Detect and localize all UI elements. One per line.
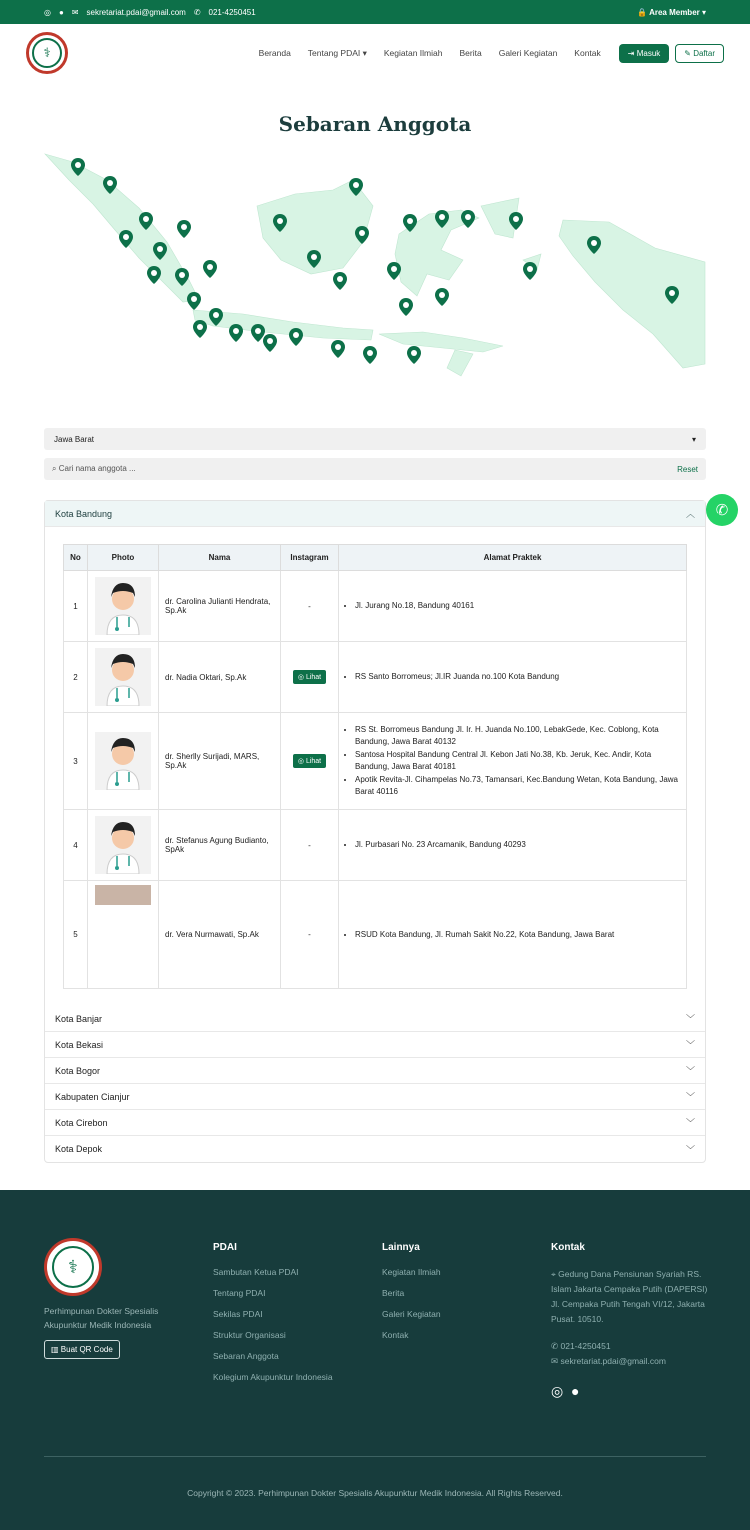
city-accordion (44, 500, 706, 1163)
accordion-header-kota-depok[interactable] (45, 1136, 705, 1162)
instagram-icon[interactable]: ◎ (551, 1383, 564, 1399)
row-name: dr. Sherlly Surijadi, MARS, Sp.Ak (159, 713, 281, 810)
row-address (339, 571, 687, 642)
search-bar (44, 458, 706, 480)
col-no: No (64, 545, 88, 571)
nav-beranda[interactable]: Beranda (258, 48, 291, 58)
reset-button[interactable]: Reset (677, 464, 698, 474)
nav-berita[interactable]: Berita (459, 48, 482, 58)
accordion-title: Kota Bekasi (55, 1039, 104, 1050)
top-bar (0, 0, 750, 24)
col-instagram: Instagram (281, 545, 339, 571)
address-item: • Santosa Hospital Bandung Central Jl. Kebon Jati No.38, Kb. Jeruk, Kec. Andir, Kota Bandung, Jawa Barat 40181 (355, 749, 680, 773)
page-title: Sebaran Anggota (278, 112, 472, 136)
nav-galeri[interactable]: Galeri Kegiatan (498, 48, 558, 58)
map-pin-icon[interactable] (187, 292, 201, 310)
map-pin-icon[interactable] (147, 266, 161, 284)
map-pin-icon[interactable] (523, 262, 537, 280)
row-instagram (281, 713, 339, 810)
login-label: Masuk (636, 48, 661, 58)
map-pin-icon[interactable] (461, 210, 475, 228)
phone-icon: ✆ (193, 7, 201, 17)
row-address (339, 642, 687, 713)
map-pin-icon[interactable] (153, 242, 167, 260)
indonesia-map (43, 150, 707, 400)
footer-logo (44, 1238, 102, 1296)
accordion-header-kota-bogor[interactable] (45, 1058, 705, 1084)
topbar-email[interactable]: sekretariat.pdai@gmail.com (86, 7, 186, 17)
footer-col-title: Kontak (551, 1242, 585, 1253)
map-pin-icon[interactable] (139, 212, 153, 230)
row-no: 2 (64, 642, 88, 713)
map-pin-icon[interactable] (331, 340, 345, 358)
search-input[interactable]: Cari nama anggota ... (58, 464, 136, 473)
accordion-header-kota-bekasi[interactable] (45, 1032, 705, 1058)
map-pin-icon[interactable] (665, 286, 679, 304)
accordion-title: Kota Cirebon (55, 1117, 108, 1128)
logo-emblem: ⚕ (52, 1246, 94, 1288)
footer-link[interactable]: Berita (382, 1288, 405, 1298)
map-marker-icon: ⌖ (551, 1269, 556, 1279)
doctor-avatar-icon (95, 732, 151, 790)
register-label: Daftar (693, 48, 715, 58)
footer-contact (551, 1339, 711, 1369)
chevron-down-icon: ﹀ (685, 1066, 695, 1076)
map-pin-icon[interactable] (119, 230, 133, 248)
footer-link[interactable]: Sekilas PDAI (213, 1309, 263, 1319)
navbar (0, 24, 750, 82)
province-select[interactable] (44, 428, 706, 450)
instagram-link-button[interactable]: ◎ Lihat (293, 754, 326, 768)
copyright: Copyright © 2023. Perhimpunan Dokter Spesialis Akupunktur Medik Indonesia. All Rights Reserved. (187, 1488, 563, 1498)
row-photo (88, 713, 159, 810)
table-row (64, 810, 687, 881)
chevron-up-icon: ︿ (685, 509, 695, 519)
doctor-avatar-icon (95, 577, 151, 635)
doctor-avatar-icon (95, 816, 151, 874)
area-member-label: Area Member (649, 7, 700, 17)
table-row (64, 881, 687, 989)
footer-link[interactable]: Sebaran Anggota (213, 1351, 279, 1361)
email-icon: ✉ (71, 7, 79, 17)
accordion-header-kota-bandung[interactable] (45, 501, 705, 527)
map-pin-icon[interactable] (435, 210, 449, 228)
footer-link[interactable]: Kegiatan Ilmiah (382, 1267, 441, 1277)
map-pin-icon[interactable] (509, 212, 523, 230)
qr-code-label: Buat QR Code (60, 1345, 113, 1354)
footer-link[interactable]: Kolegium Akupunktur Indonesia (213, 1372, 333, 1382)
map-pin-icon[interactable] (175, 268, 189, 286)
register-button[interactable]: ✎ Daftar (675, 44, 724, 63)
chevron-down-icon: ﹀ (685, 1014, 695, 1024)
footer-link[interactable]: Tentang PDAI (213, 1288, 266, 1298)
footer-address (551, 1267, 711, 1327)
row-no: 1 (64, 571, 88, 642)
map-pin-icon[interactable] (289, 328, 303, 346)
col-name: Nama (159, 545, 281, 571)
accordion-body (45, 527, 705, 1006)
chevron-down-icon: ﹀ (685, 1040, 695, 1050)
map-pin-icon[interactable] (349, 178, 363, 196)
map-pin-icon[interactable] (363, 346, 377, 364)
footer-org-name: Perhimpunan Dokter Spesialis Akupunktur Medik Indonesia (44, 1306, 159, 1330)
logo-emblem: ⚕ (32, 38, 62, 68)
address-item: • RSUD Kota Bandung, Jl. Rumah Sakit No.22, Kota Bandung, Jawa Barat (355, 929, 680, 941)
row-name: dr. Stefanus Agung Budianto, SpAk (159, 810, 281, 881)
nav-tentang[interactable]: Tentang PDAI ▾ (307, 47, 367, 58)
accordion-header-kota-cirebon[interactable] (45, 1110, 705, 1136)
address-item: • Apotik Revita-Jl. Cihampelas No.73, Tamansari, Kec.Bandung Wetan, Kota Bandung, Jawa Barat 40116 (355, 774, 680, 798)
map-pin-icon[interactable] (407, 346, 421, 364)
map-pin-icon[interactable] (263, 334, 277, 352)
footer-col-title: PDAI (213, 1242, 237, 1253)
accordion-header-kabupaten-cianjur[interactable] (45, 1084, 705, 1110)
map-pin-icon[interactable] (203, 260, 217, 278)
map-pin-icon[interactable] (307, 250, 321, 268)
nav-tentang-label: Tentang PDAI (307, 47, 361, 58)
map-pin-icon[interactable] (71, 158, 85, 176)
map-pin-icon[interactable] (193, 320, 207, 338)
accordion-header-kota-banjar[interactable] (45, 1006, 705, 1032)
footer-link[interactable]: Sambutan Ketua PDAI (213, 1267, 299, 1277)
map-pin-icon[interactable] (229, 324, 243, 342)
accordion-title: Kabupaten Cianjur (55, 1091, 130, 1102)
accordion-title: Kota Bandung (55, 508, 113, 519)
map-pin-icon[interactable] (587, 236, 601, 254)
row-instagram: - (281, 810, 339, 881)
area-member-dropdown[interactable]: 🔒 Area Member ▾ (637, 7, 706, 17)
row-address (339, 713, 687, 810)
map-pin-icon[interactable] (355, 226, 369, 244)
footer-col-kontak (551, 1242, 711, 1400)
map-pin-icon[interactable] (387, 262, 401, 280)
accordion-title: Kota Bogor (55, 1065, 101, 1076)
instagram-link-button[interactable]: ◎ Lihat (293, 670, 326, 684)
map-pin-icon[interactable] (273, 214, 287, 232)
row-no: 4 (64, 810, 88, 881)
address-item: • RS Santo Borromeus; Jl.IR Juanda no.100 Kota Bandung (355, 671, 680, 683)
province-select-value: Jawa Barat (54, 434, 95, 444)
table-row (64, 571, 687, 642)
row-name: dr. Nadia Oktari, Sp.Ak (159, 642, 281, 713)
table-header-row (64, 545, 687, 571)
footer-col-title: Lainnya (382, 1242, 420, 1253)
row-name: dr. Vera Nurmawati, Sp.Ak (159, 881, 281, 989)
row-instagram: - (281, 571, 339, 642)
chevron-down-icon: ﹀ (685, 1144, 695, 1155)
col-address: Alamat Praktek (339, 545, 687, 571)
nav-kegiatan[interactable]: Kegiatan Ilmiah (383, 48, 443, 58)
footer (0, 1190, 750, 1530)
row-name: dr. Carolina Julianti Hendrata, Sp.Ak (159, 571, 281, 642)
footer-social (551, 1383, 711, 1400)
address-item: • RS St. Borromeus Bandung Jl. Ir. H. Juanda No.100, LebakGede, Kec. Coblong, Kota Bandung, Jawa Barat 40132 (355, 724, 680, 748)
map-pin-icon[interactable] (435, 288, 449, 306)
login-button[interactable]: ⇥ Masuk (619, 44, 670, 63)
row-address (339, 810, 687, 881)
row-address (339, 881, 687, 989)
row-photo (88, 642, 159, 713)
site-logo[interactable] (26, 32, 68, 74)
footer-col-pdai (213, 1242, 333, 1393)
row-instagram (281, 642, 339, 713)
caret-down-icon: ▾ (691, 434, 696, 444)
qr-code-button[interactable]: ▥ Buat QR Code (44, 1340, 120, 1359)
map-pin-icon[interactable] (103, 176, 117, 194)
map-pin-icon[interactable] (399, 298, 413, 316)
footer-street: Jl. Cempaka Putih Tengah VI/12, Jakarta Pusat. 10510. (551, 1299, 705, 1324)
footer-link[interactable]: Galeri Kegiatan (382, 1309, 441, 1319)
map-pin-icon[interactable] (209, 308, 223, 326)
chevron-down-icon: ﹀ (685, 1092, 695, 1102)
map-pin-icon[interactable] (177, 220, 191, 238)
map-pin-icon[interactable] (333, 272, 347, 290)
phone-icon: ✆ (551, 1341, 559, 1351)
footer-address-line: Gedung Dana Pensiunan Syariah RS. Islam Jakarta Cempaka Putih (DAPERSI) (551, 1269, 708, 1294)
footer-phone[interactable]: 021-4250451 (560, 1341, 611, 1351)
row-no: 5 (64, 881, 88, 989)
topbar-phone[interactable]: 021-4250451 (208, 7, 256, 17)
main-nav (242, 44, 724, 63)
col-photo: Photo (88, 545, 159, 571)
footer-col-lainnya (382, 1242, 441, 1351)
instagram-link-label: Lihat (305, 674, 322, 681)
address-item: • Jl. Purbasari No. 23 Arcamanik, Bandung 40293 (355, 839, 680, 851)
table-row (64, 642, 687, 713)
search-icon: ⌕ (52, 464, 57, 473)
accordion-title: Kota Banjar (55, 1013, 103, 1024)
row-photo (88, 881, 159, 989)
map-pin-icon[interactable] (403, 214, 417, 232)
row-no: 3 (64, 713, 88, 810)
nav-kontak[interactable]: Kontak (574, 48, 601, 58)
chevron-down-icon: ﹀ (685, 1118, 695, 1128)
facebook-icon[interactable]: ● (571, 1383, 580, 1399)
row-photo (88, 810, 159, 881)
footer-divider (44, 1456, 706, 1457)
lock-icon: 🔒 (637, 7, 648, 17)
footer-link[interactable]: Struktur Organisasi (213, 1330, 286, 1340)
footer-brand (44, 1238, 184, 1359)
email-icon: ✉ (551, 1356, 559, 1366)
row-photo (88, 571, 159, 642)
members-table (63, 544, 687, 989)
row-instagram: - (281, 881, 339, 989)
accordion-title: Kota Depok (55, 1144, 103, 1154)
instagram-link-label: Lihat (305, 758, 322, 765)
address-item: • Jl. Jurang No.18, Bandung 40161 (355, 600, 680, 612)
doctor-photo (95, 885, 151, 905)
table-row (64, 713, 687, 810)
footer-email[interactable]: sekretariat.pdai@gmail.com (560, 1356, 666, 1366)
footer-link[interactable]: Kontak (382, 1330, 409, 1340)
whatsapp-icon[interactable]: ✆ (706, 494, 738, 526)
doctor-avatar-icon (95, 648, 151, 706)
instagram-icon[interactable]: ◎ (44, 7, 51, 17)
facebook-icon[interactable]: ● (58, 7, 64, 17)
